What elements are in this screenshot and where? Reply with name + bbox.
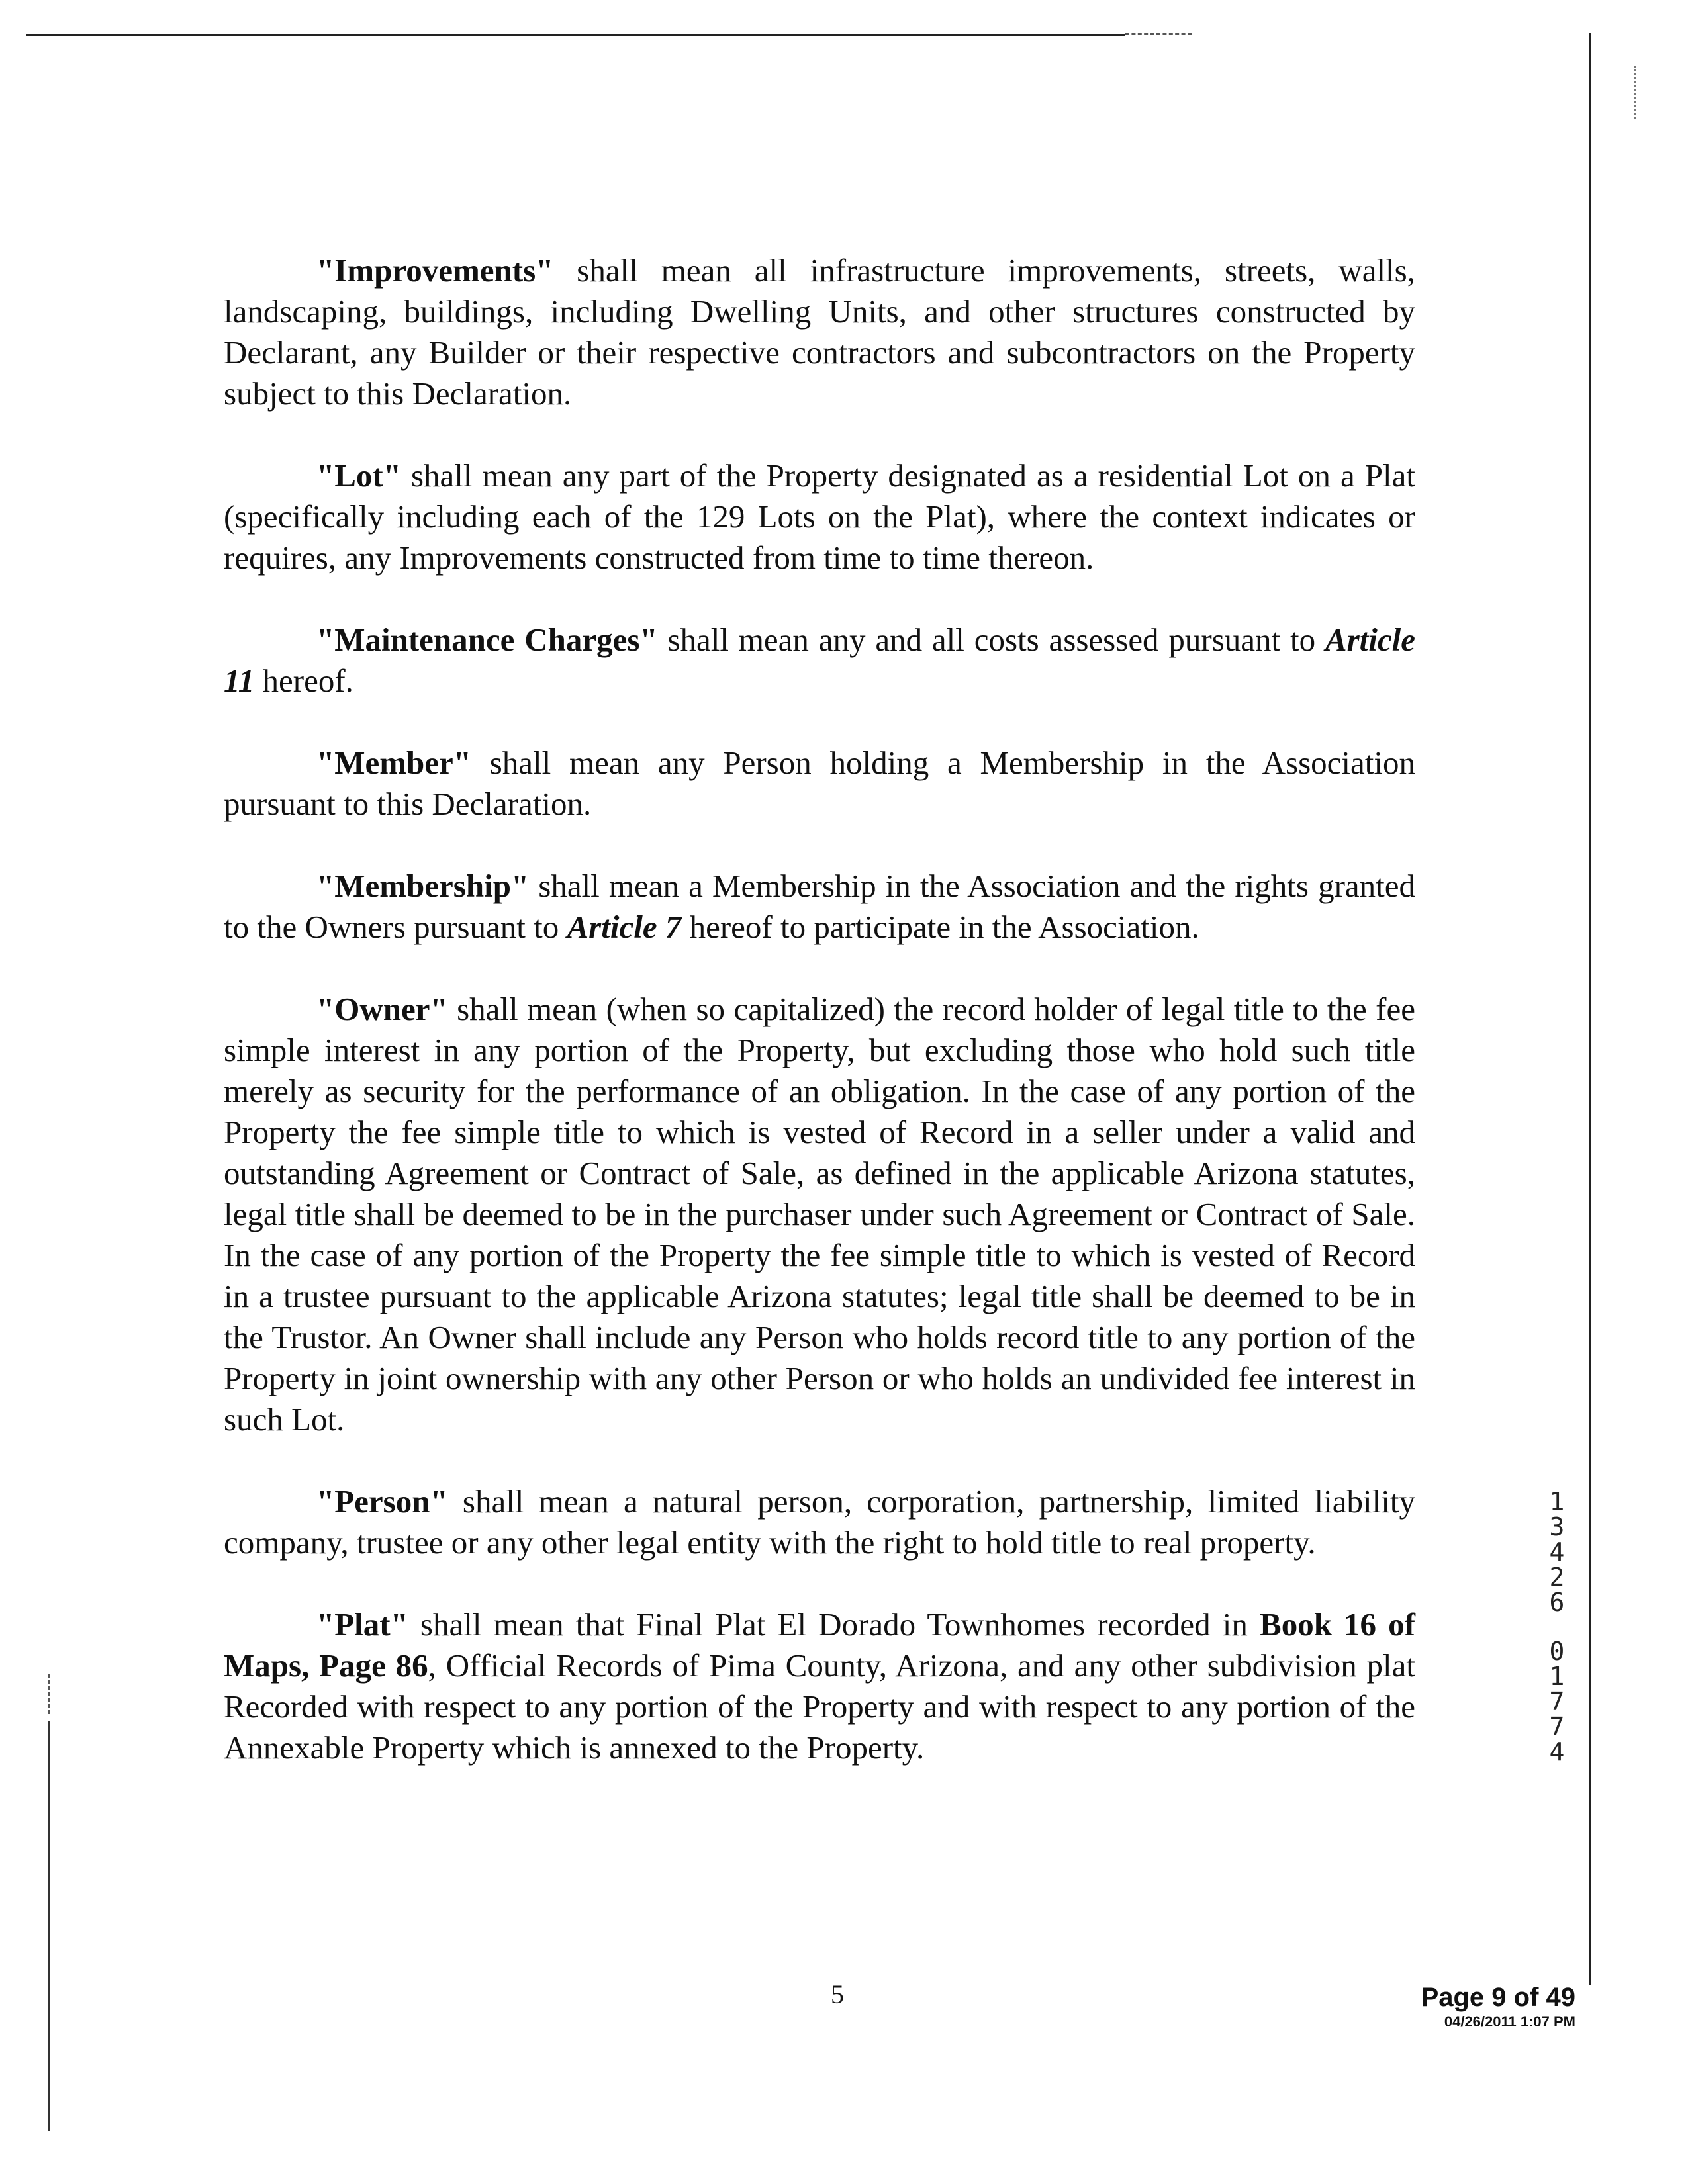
term: "Member" [316, 745, 471, 781]
article-reference: Article 11 [224, 621, 1415, 699]
definition-member [224, 743, 1415, 825]
definition-owner [224, 989, 1415, 1440]
page-digit: 7 [1549, 1712, 1565, 1741]
definition-text: , Official Records of Pima County, Arizona, and any other subdivision plat Recorded with respect to any portion of the Property and with respect to any portion of the Annexable Property which is annexed to the Property. [224, 1647, 1415, 1766]
digit-gap [1542, 1615, 1571, 1639]
term: "Owner" [316, 991, 448, 1027]
definition-text: hereof to participate in the Association. [681, 909, 1199, 945]
docket-digit: 3 [1549, 1512, 1565, 1541]
term: "Lot" [316, 457, 401, 494]
definition-text: shall mean any and all costs assessed pursuant to [657, 621, 1325, 658]
page-digit: 1 [1549, 1662, 1565, 1691]
definition-lot [224, 455, 1415, 578]
definition-text: shall mean any Person holding a Membership in the Association pursuant to this Declaration. [224, 745, 1415, 822]
definition-text: shall mean a Membership in the Association and the rights granted to the Owners pursuant to [224, 868, 1415, 945]
term: "Improvements" [316, 252, 554, 289]
docket-digit: 2 [1549, 1563, 1565, 1592]
map-reference: Book 16 of Maps, Page 86 [224, 1606, 1415, 1684]
definition-text: shall mean a natural person, corporation, partnership, limited liability company, trustee or any other legal entity with the right to hold title to real property. [224, 1483, 1415, 1561]
definition-text: hereof. [254, 662, 353, 699]
term: "Plat" [316, 1606, 408, 1643]
scan-marks [1634, 66, 1636, 119]
recording-stamp [1421, 1982, 1575, 2031]
top-rule [26, 34, 1125, 36]
docket-digit: 4 [1549, 1537, 1565, 1567]
document-body [224, 250, 1415, 1809]
left-margin-dash [48, 1674, 50, 1714]
docket-digit: 6 [1549, 1588, 1565, 1617]
top-rule-tail [1125, 33, 1192, 35]
definition-plat [224, 1604, 1415, 1768]
stamp-page: Page 9 of 49 [1421, 1983, 1575, 2012]
docket-page-number [1542, 1489, 1571, 1764]
docket-digit: 1 [1549, 1487, 1565, 1516]
definition-person [224, 1481, 1415, 1563]
article-reference: Article 7 [567, 909, 682, 945]
page-digit: 0 [1549, 1637, 1565, 1666]
right-margin-rule [1589, 33, 1591, 1985]
page-digit: 4 [1549, 1737, 1565, 1766]
term: "Person" [316, 1483, 448, 1520]
page-number: 5 [831, 1979, 844, 2009]
left-margin-rule [48, 1721, 50, 2131]
stamp-datetime: 04/26/2011 1:07 PM [1444, 2013, 1575, 2030]
term: "Membership" [316, 868, 530, 904]
page-digit: 7 [1549, 1687, 1565, 1716]
definition-text: shall mean (when so capitalized) the record holder of legal title to the fee simple interest in any portion of the Property, but excluding those who hold such title merely as security for the performance of an obligation. In the case of any portion of the Property the fee simple title to which is vested of Record in a seller under a valid and outstanding Agreement or Contract of Sale, as defined in the applicable Arizona statutes, legal title shall be deemed to be in the purchaser under such Agreement or Contract of Sale. In the case of any portion of the Property the fee simple title to which is vested of Record in a trustee pursuant to the applicable Arizona statutes; legal title shall be deemed to be in the Trustor. An Owner shall include any Person who holds record title to any portion of the Property in joint ownership with any other Person or who holds an undivided fee interest in such Lot. [224, 991, 1415, 1437]
definition-membership [224, 866, 1415, 948]
definition-text: shall mean all infrastructure improvements, streets, walls, landscaping, buildings, including Dwelling Units, and other structures constructed by Declarant, any Builder or their respective contractors and subcontractors on the Property subject to this Declaration. [224, 252, 1415, 412]
definition-improvements [224, 250, 1415, 414]
definition-text: shall mean any part of the Property designated as a residential Lot on a Plat (specifically including each of the 129 Lots on the Plat), where the context indicates or requires, any Improvements constructed from time to time thereon. [224, 457, 1415, 576]
definition-maintenance-charges [224, 619, 1415, 702]
definition-text: shall mean that Final Plat El Dorado Townhomes recorded in [408, 1606, 1260, 1643]
term: "Maintenance Charges" [316, 621, 658, 658]
